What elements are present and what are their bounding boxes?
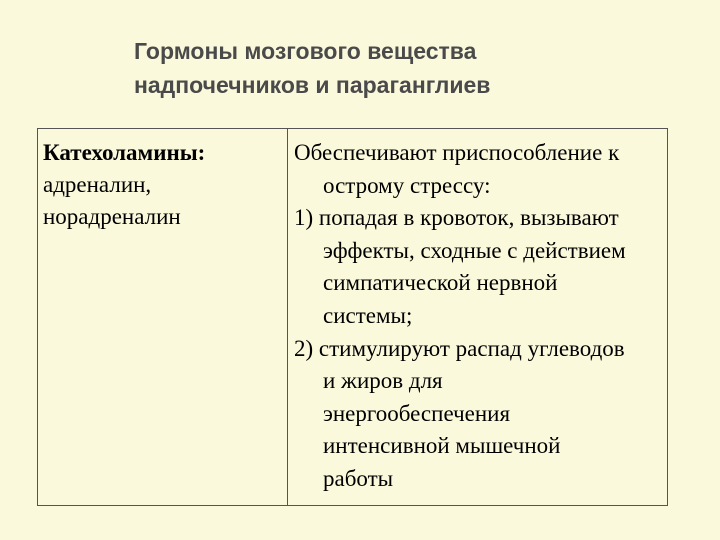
function-line: эффекты, сходные с действием	[323, 237, 626, 263]
catecholamines-heading: Катехоламины:	[43, 140, 206, 165]
hormone-function-cell	[294, 137, 666, 496]
slide-title-line-1: Гормоны мозгового вещества	[134, 38, 477, 64]
hormone-adrenaline: адреналин,	[43, 172, 152, 197]
hormone-noradrenaline: норадреналин	[43, 204, 181, 229]
function-line: и жиров для	[323, 368, 443, 394]
function-line: энергообеспечения	[323, 400, 511, 426]
function-line: системы;	[323, 302, 413, 328]
function-line: симпатической нервной	[323, 270, 558, 296]
slide-title	[134, 34, 490, 102]
function-line: Обеспечивают приспособление к	[294, 140, 620, 165]
column-divider	[287, 129, 288, 505]
function-line: 2) стимулируют распад углеводов	[294, 335, 625, 361]
function-line: острому стрессу:	[323, 172, 491, 198]
function-line: интенсивной мышечной	[323, 433, 561, 459]
function-line: работы	[323, 465, 394, 491]
hormone-table	[37, 128, 668, 506]
function-line: 1) попадая в кровоток, вызывают	[294, 205, 619, 231]
hormone-names-cell	[43, 137, 205, 233]
slide-title-line-2: надпочечников и параганглиев	[134, 72, 491, 98]
